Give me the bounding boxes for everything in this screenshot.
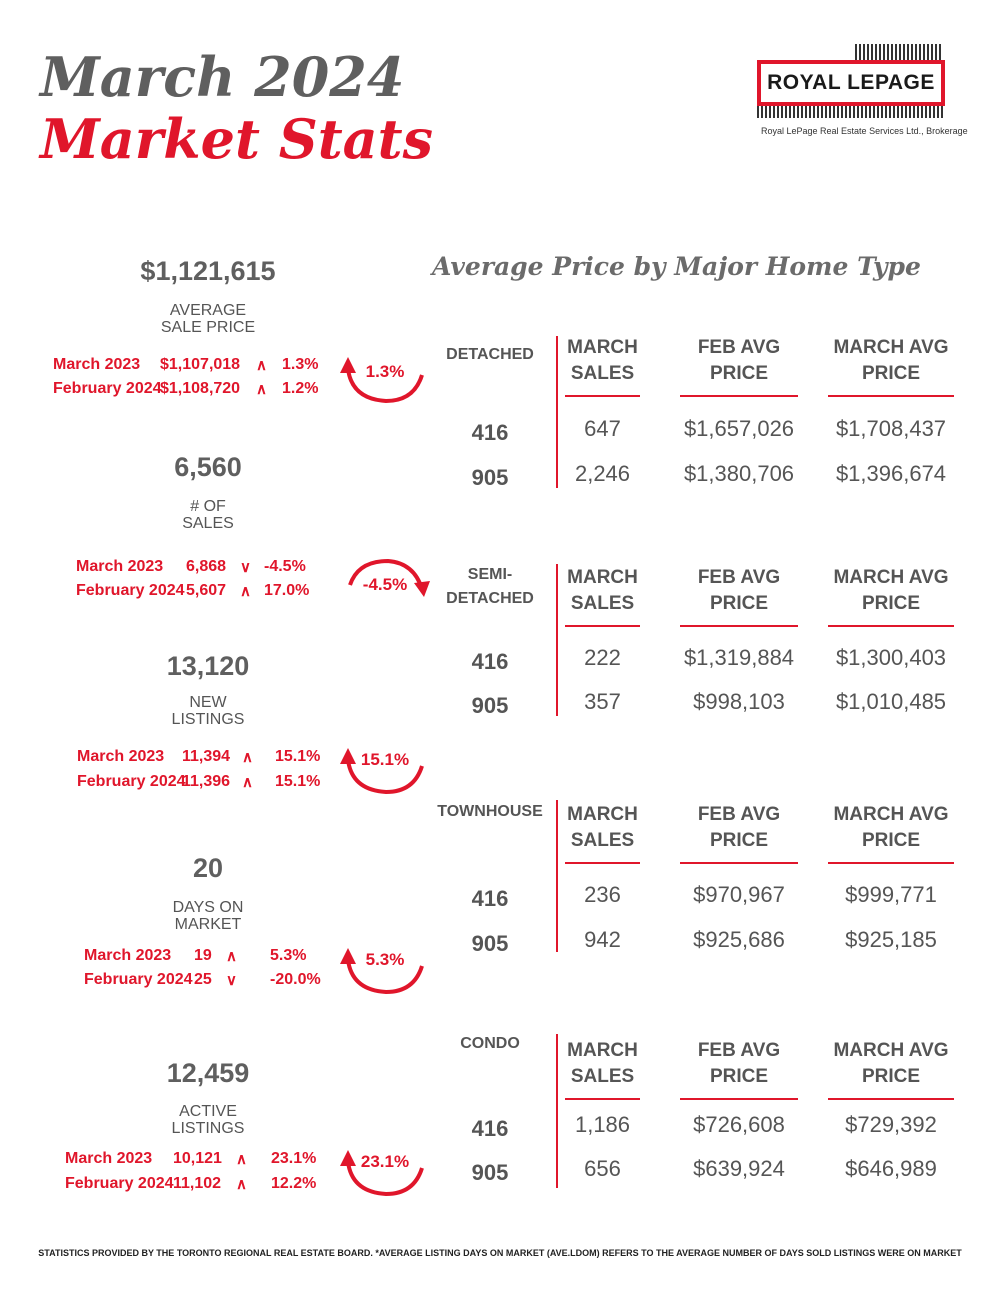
- title-line-2: Market Stats: [40, 107, 434, 171]
- comparison-period: March 2023: [77, 748, 165, 765]
- region-code: 905: [471, 465, 509, 490]
- comparison-row: [0, 558, 340, 578]
- price-cell: $729,392: [845, 1112, 937, 1137]
- column-header: SALES: [570, 1066, 635, 1087]
- column-header: MARCH AVG: [833, 337, 949, 358]
- title-line-1: March 2024: [40, 45, 405, 109]
- stat-label: SALE PRICE: [160, 319, 256, 336]
- comparison-amount: 5,607: [186, 582, 227, 599]
- region-code: 416: [471, 649, 509, 674]
- column-header: MARCH: [567, 337, 638, 358]
- price-cell: 222: [584, 645, 621, 670]
- up-chevron-icon: ∧: [256, 357, 267, 374]
- price-cell: $925,185: [845, 927, 937, 952]
- comparison-pct: 1.3%: [282, 356, 319, 373]
- comparison-period: February 2024: [53, 380, 162, 397]
- price-cell: $1,657,026: [683, 416, 795, 441]
- region-code: 905: [471, 693, 509, 718]
- up-chevron-icon: ∧: [242, 749, 253, 766]
- comparison-period: March 2023: [84, 947, 172, 964]
- price-cell: $999,771: [845, 882, 937, 907]
- price-section-title: Average Price by Major Home Type: [432, 252, 921, 281]
- header-underline: [680, 1098, 798, 1100]
- comparison-period: March 2023: [65, 1150, 153, 1167]
- column-header: PRICE: [861, 593, 921, 614]
- column-header: PRICE: [709, 363, 769, 384]
- comparison-amount: 25: [194, 971, 212, 988]
- region-code: 905: [471, 1160, 509, 1185]
- home-type-label: DETACHED: [446, 346, 534, 363]
- stat-label: DAYS ON: [172, 899, 244, 916]
- column-header: MARCH: [567, 1040, 638, 1061]
- stat-label: ACTIVE: [179, 1103, 237, 1120]
- stat-value: 6,560: [174, 452, 242, 482]
- stat-label: SALES: [182, 515, 234, 532]
- comparison-row: [0, 773, 340, 793]
- comparison-period: February 2024: [76, 582, 185, 599]
- comparison-row: [0, 748, 340, 768]
- price-cell: $1,380,706: [683, 461, 795, 486]
- price-cell: 357: [584, 689, 621, 714]
- price-cell: $925,686: [693, 927, 785, 952]
- home-type-label: CONDO: [460, 1035, 520, 1052]
- region-code: 905: [471, 931, 509, 956]
- home-type-label: SEMI-: [467, 566, 513, 583]
- comparison-row: [0, 971, 340, 991]
- column-header: MARCH: [567, 567, 638, 588]
- column-header: PRICE: [861, 1066, 921, 1087]
- stat-value: 20: [192, 853, 224, 883]
- price-cell: 2,246: [574, 461, 631, 486]
- price-cell: 656: [584, 1156, 621, 1181]
- column-header: PRICE: [861, 363, 921, 384]
- comparison-row: [0, 1175, 340, 1195]
- price-cell: 647: [584, 416, 621, 441]
- column-header: FEB AVG: [697, 804, 781, 825]
- down-chevron-icon: ∨: [240, 559, 251, 576]
- comparison-period: March 2023: [53, 356, 141, 373]
- price-cell: $1,396,674: [835, 461, 947, 486]
- column-header: SALES: [570, 363, 635, 384]
- comparison-pct: -4.5%: [264, 558, 306, 575]
- price-cell: $1,300,403: [835, 645, 947, 670]
- comparison-period: February 2024: [84, 971, 193, 988]
- comparison-row: [0, 356, 340, 376]
- header-underline: [828, 1098, 954, 1100]
- stat-value: $1,121,615: [140, 256, 276, 286]
- comparison-pct: 15.1%: [275, 773, 321, 790]
- down-chevron-icon: ∨: [226, 972, 237, 989]
- header-underline: [828, 625, 954, 627]
- header-underline: [828, 395, 954, 397]
- price-cell: 236: [584, 882, 621, 907]
- comparison-amount: 11,102: [173, 1175, 222, 1192]
- comparison-pct: 15.1%: [275, 748, 321, 765]
- comparison-amount: 11,394: [182, 748, 231, 765]
- comparison-pct: 23.1%: [271, 1150, 317, 1167]
- column-header: MARCH: [567, 804, 638, 825]
- stat-label: NEW: [189, 694, 227, 711]
- home-type-label: TOWNHOUSE: [437, 803, 543, 820]
- price-cell: $1,708,437: [835, 416, 947, 441]
- header-underline: [680, 625, 798, 627]
- stat-value: 13,120: [166, 651, 250, 681]
- column-header: SALES: [570, 830, 635, 851]
- region-code: 416: [471, 420, 509, 445]
- column-header: FEB AVG: [697, 1040, 781, 1061]
- price-cell: $646,989: [845, 1156, 937, 1181]
- comparison-row: [0, 947, 340, 967]
- up-chevron-icon: ∧: [240, 583, 251, 600]
- header-underline: [680, 862, 798, 864]
- price-cell: $998,103: [693, 689, 785, 714]
- price-cell: $726,608: [693, 1112, 785, 1137]
- header-underline: [680, 395, 798, 397]
- header-underline: [565, 1098, 640, 1100]
- comparison-amount: $1,108,720: [160, 380, 241, 397]
- logo-stripes-bottom: [757, 106, 945, 118]
- column-header: PRICE: [709, 1066, 769, 1087]
- column-header: PRICE: [709, 593, 769, 614]
- column-header: PRICE: [861, 830, 921, 851]
- up-chevron-icon: ∧: [226, 948, 237, 965]
- comparison-period: February 2024: [65, 1175, 174, 1192]
- region-code: 416: [471, 886, 509, 911]
- column-header: FEB AVG: [697, 567, 781, 588]
- comparison-pct: 17.0%: [264, 582, 310, 599]
- comparison-pct: 5.3%: [270, 947, 307, 964]
- price-cell: 942: [584, 927, 621, 952]
- comparison-period: February 2024: [77, 773, 186, 790]
- price-cell: $639,924: [693, 1156, 785, 1181]
- royal-lepage-logo: [757, 44, 968, 144]
- header-underline: [565, 862, 640, 864]
- comparison-amount: $1,107,018: [160, 356, 241, 373]
- home-type-label: DETACHED: [446, 590, 534, 607]
- comparison-amount: 11,396: [182, 773, 231, 790]
- header-underline: [828, 862, 954, 864]
- header-underline: [565, 395, 640, 397]
- logo-wordmark: ROYAL LEPAGE: [767, 71, 935, 94]
- comparison-row: [0, 582, 340, 602]
- stat-label: AVERAGE: [169, 302, 247, 319]
- stat-value: 12,459: [166, 1058, 250, 1088]
- logo-subtext: Royal LePage Real Estate Services Ltd., Brokerage: [761, 126, 968, 136]
- change-badge: -4.5%: [362, 575, 408, 594]
- column-header: FEB AVG: [697, 337, 781, 358]
- region-code: 416: [471, 1116, 509, 1141]
- comparison-row: [0, 380, 340, 400]
- column-header: PRICE: [709, 830, 769, 851]
- stat-label: LISTINGS: [171, 711, 245, 728]
- comparison-pct: 1.2%: [282, 380, 319, 397]
- header-underline: [565, 625, 640, 627]
- stat-label: MARKET: [174, 916, 242, 933]
- comparison-pct: -20.0%: [270, 971, 321, 988]
- logo-stripes: [855, 44, 943, 60]
- price-cell: 1,186: [574, 1112, 631, 1137]
- stat-label: LISTINGS: [171, 1120, 245, 1137]
- up-chevron-icon: ∧: [236, 1151, 247, 1168]
- column-header: SALES: [570, 593, 635, 614]
- comparison-amount: 6,868: [186, 558, 227, 575]
- comparison-row: [0, 1150, 340, 1170]
- column-header: MARCH AVG: [833, 804, 949, 825]
- column-header: MARCH AVG: [833, 567, 949, 588]
- change-badge: 5.3%: [365, 950, 405, 969]
- column-header: MARCH AVG: [833, 1040, 949, 1061]
- price-cell: $970,967: [693, 882, 785, 907]
- change-badge: 23.1%: [360, 1152, 410, 1171]
- change-badge: 1.3%: [365, 362, 405, 381]
- price-cell: $1,319,884: [683, 645, 795, 670]
- comparison-pct: 12.2%: [271, 1175, 317, 1192]
- up-chevron-icon: ∧: [256, 381, 267, 398]
- up-chevron-icon: ∧: [236, 1176, 247, 1193]
- price-cell: $1,010,485: [835, 689, 947, 714]
- stat-label: # OF: [190, 498, 226, 515]
- change-badge: 15.1%: [360, 750, 410, 769]
- up-chevron-icon: ∧: [242, 774, 253, 791]
- footer-note: STATISTICS PROVIDED BY THE TORONTO REGIONAL REAL ESTATE BOARD. *AVERAGE LISTING DAYS ON MARKET (AVE.LDOM) REFERS TO THE AVERAGE NUMBER OF DAYS SOLD LISTINGS WERE ON MARKET: [38, 1248, 962, 1258]
- comparison-period: March 2023: [76, 558, 164, 575]
- comparison-amount: 19: [194, 947, 212, 964]
- comparison-amount: 10,121: [173, 1150, 222, 1167]
